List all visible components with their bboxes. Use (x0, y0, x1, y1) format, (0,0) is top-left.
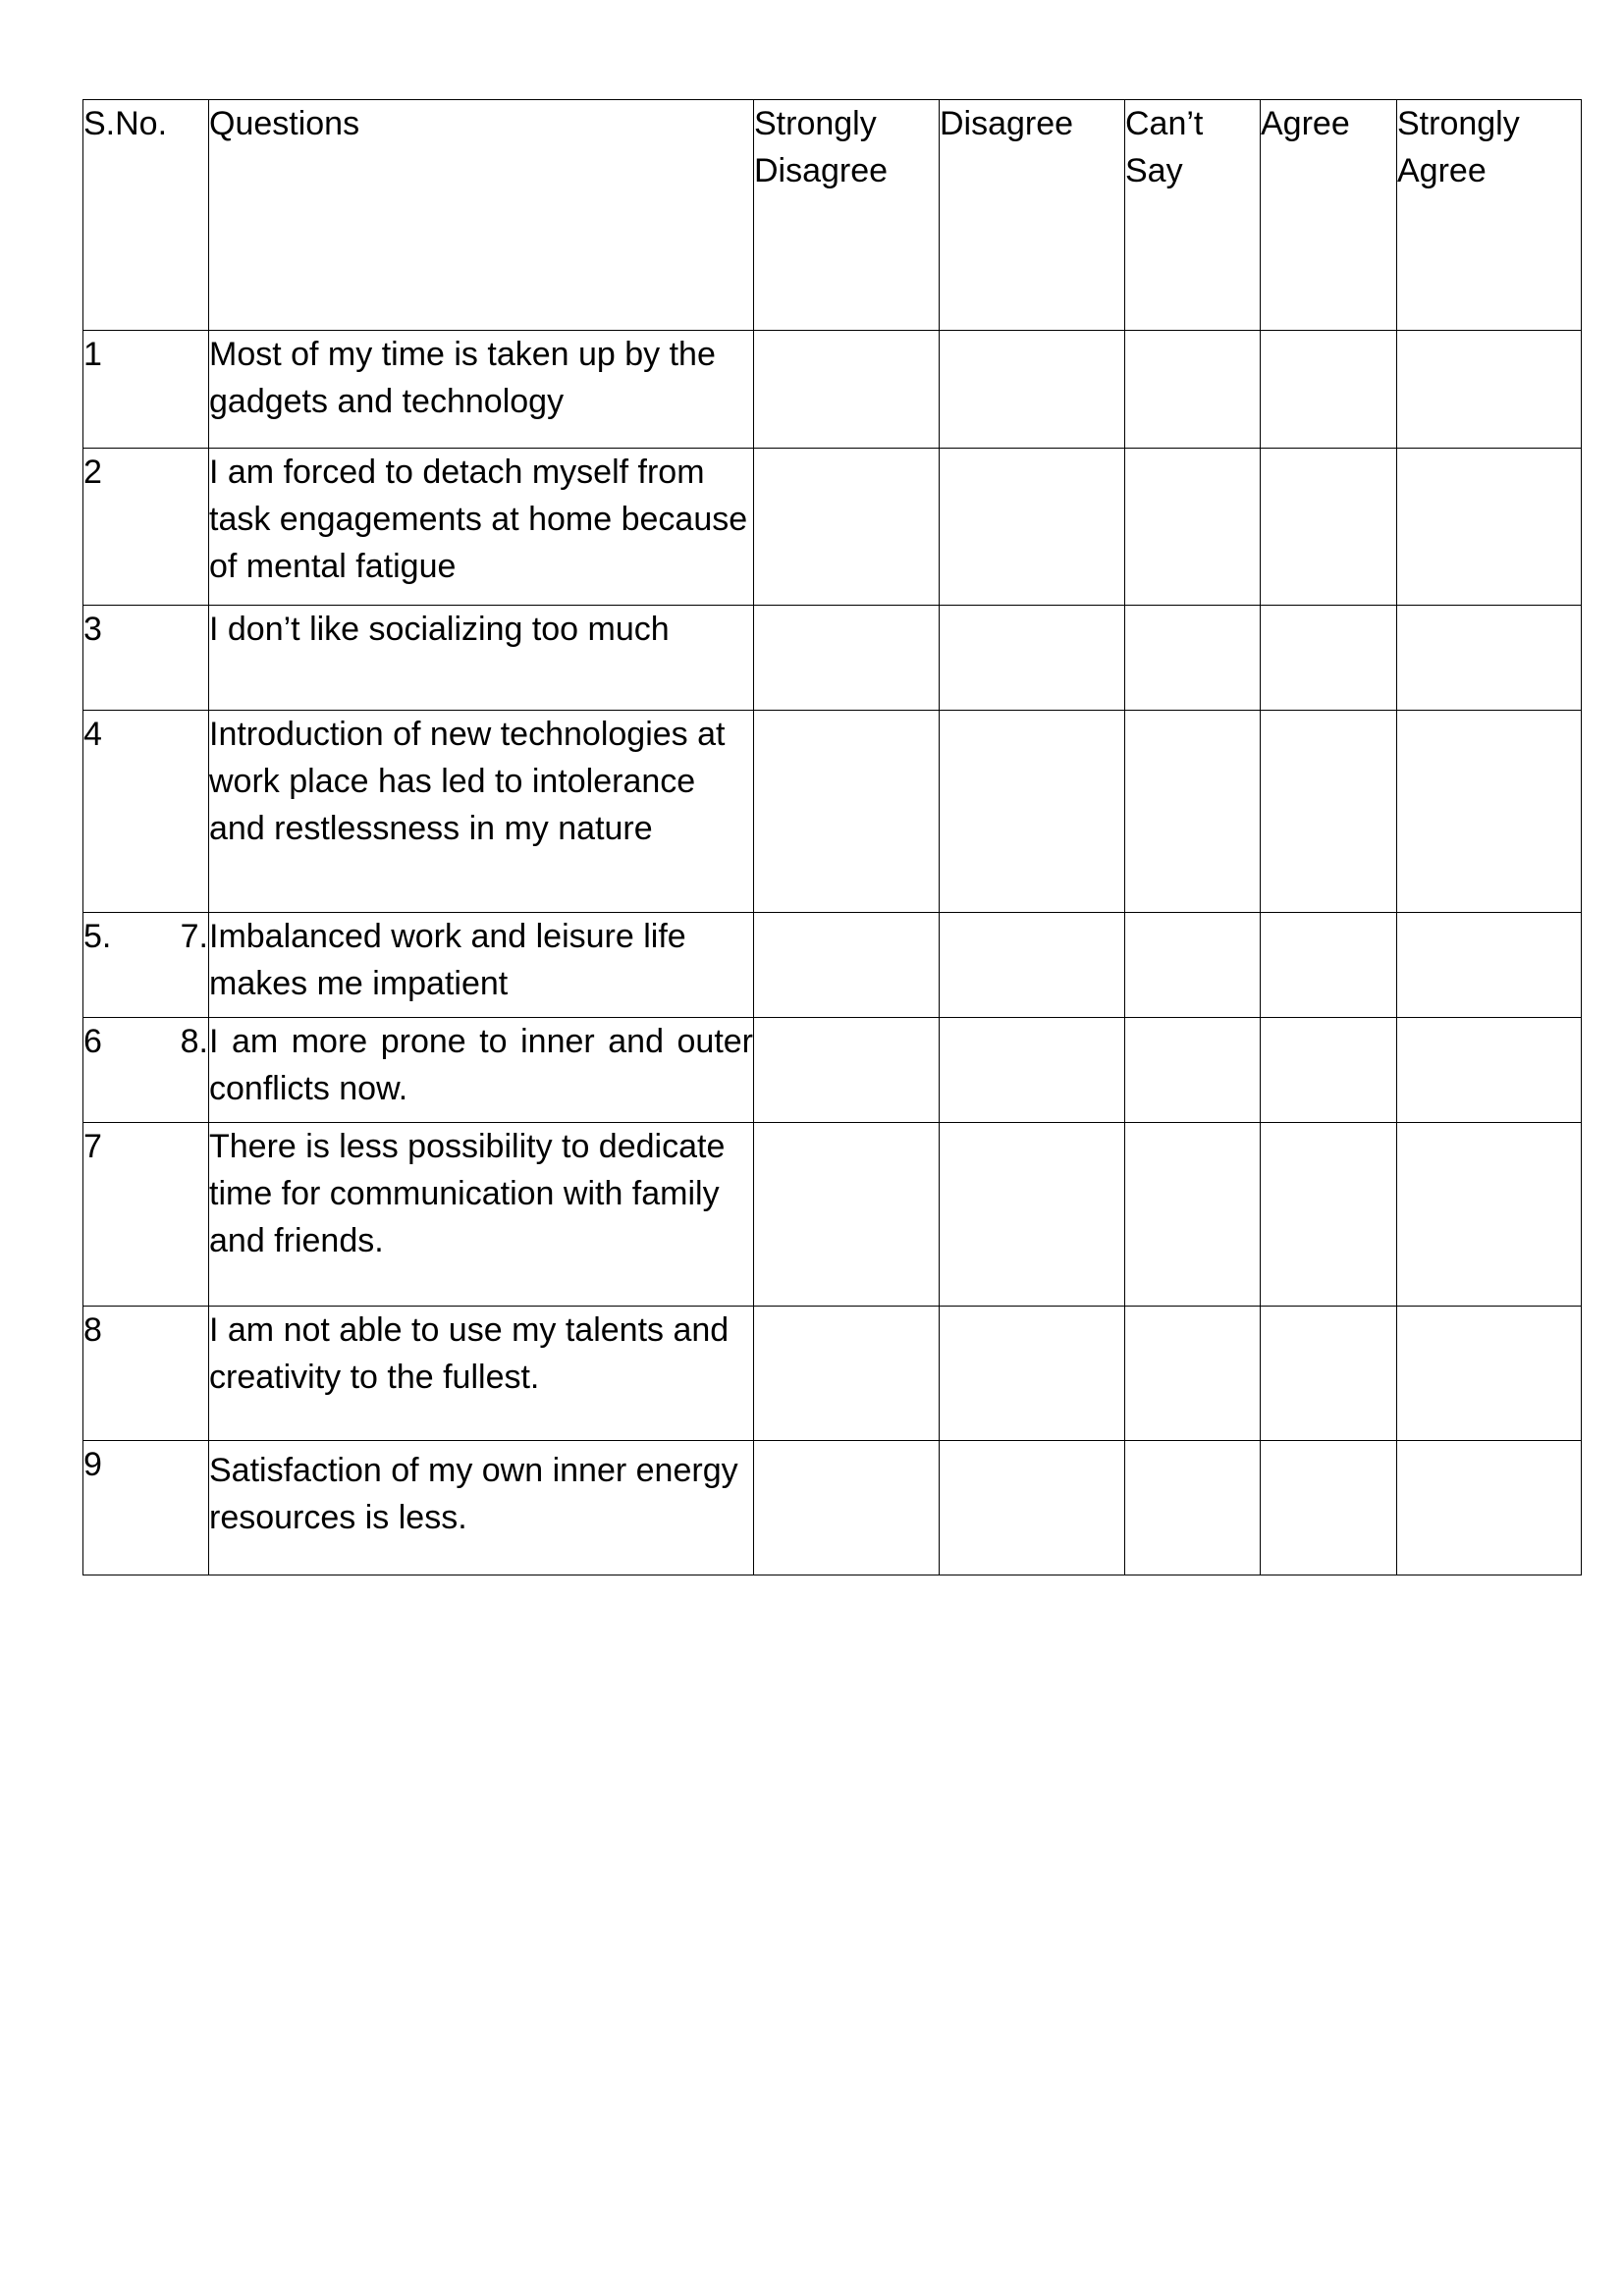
row-number (83, 913, 209, 1018)
response-cell-strongly-disagree[interactable] (754, 606, 940, 711)
response-cell-cant-say[interactable] (1125, 1441, 1261, 1575)
response-cell-strongly-disagree[interactable] (754, 1441, 940, 1575)
response-cell-disagree[interactable] (940, 1441, 1125, 1575)
table-row (83, 1307, 1582, 1441)
response-cell-agree[interactable] (1261, 1123, 1397, 1307)
response-cell-cant-say[interactable] (1125, 1123, 1261, 1307)
response-cell-strongly-disagree[interactable] (754, 1307, 940, 1441)
table-row (83, 913, 1582, 1018)
response-cell-disagree[interactable] (940, 1018, 1125, 1123)
row-number (83, 1018, 209, 1123)
row-number-label: 7 (83, 1128, 102, 1165)
response-cell-disagree[interactable] (940, 711, 1125, 913)
row-number (83, 606, 209, 711)
response-cell-strongly-agree[interactable] (1397, 711, 1582, 913)
response-cell-agree[interactable] (1261, 449, 1397, 606)
response-cell-strongly-agree[interactable] (1397, 606, 1582, 711)
row-number (83, 1307, 209, 1441)
row-number (83, 1441, 209, 1575)
table-row (83, 606, 1582, 711)
row-number (83, 711, 209, 913)
question-text: Satisfaction of my own inner energy resources is less. (209, 1441, 754, 1575)
response-cell-strongly-agree[interactable] (1397, 1441, 1582, 1575)
row-number-label: 3 (83, 611, 102, 648)
response-cell-cant-say[interactable] (1125, 331, 1261, 449)
table-row (83, 1018, 1582, 1123)
row-number (83, 449, 209, 606)
response-cell-cant-say[interactable] (1125, 913, 1261, 1018)
row-number-label: 2 (83, 454, 102, 491)
survey-table (82, 99, 1582, 1575)
response-cell-strongly-disagree[interactable] (754, 1123, 940, 1307)
question-text: I am not able to use my talents and creativity to the fullest. (209, 1307, 754, 1441)
question-text: There is less possibility to dedicate time for communication with family and friends. (209, 1123, 754, 1307)
response-cell-strongly-disagree[interactable] (754, 913, 940, 1018)
response-cell-cant-say[interactable] (1125, 1307, 1261, 1441)
header-disagree: Disagree (940, 100, 1125, 331)
response-cell-strongly-agree[interactable] (1397, 913, 1582, 1018)
row-number-label: 4 (83, 716, 102, 753)
table-row (83, 331, 1582, 449)
response-cell-agree[interactable] (1261, 1307, 1397, 1441)
row-number-label: 8 (83, 1311, 102, 1349)
response-cell-cant-say[interactable] (1125, 711, 1261, 913)
response-cell-strongly-agree[interactable] (1397, 449, 1582, 606)
header-sno: S.No. (83, 100, 209, 331)
question-text: I don’t like socializing too much (209, 606, 754, 711)
row-number-label: 6 (83, 1023, 102, 1060)
response-cell-strongly-disagree[interactable] (754, 1018, 940, 1123)
table-row (83, 1123, 1582, 1307)
row-number-label: 9 (83, 1446, 102, 1483)
row-number-label: 5. (83, 918, 112, 955)
header-strongly-disagree: Strongly Disagree (754, 100, 940, 331)
header-strongly-agree: Strongly Agree (1397, 100, 1582, 331)
response-cell-cant-say[interactable] (1125, 606, 1261, 711)
header-questions: Questions (209, 100, 754, 331)
response-cell-disagree[interactable] (940, 1307, 1125, 1441)
response-cell-disagree[interactable] (940, 331, 1125, 449)
row-number (83, 1123, 209, 1307)
table-row (83, 449, 1582, 606)
response-cell-agree[interactable] (1261, 606, 1397, 711)
question-text: I am forced to detach myself from task engagements at home because of mental fatigue (209, 449, 754, 606)
response-cell-agree[interactable] (1261, 331, 1397, 449)
response-cell-disagree[interactable] (940, 913, 1125, 1018)
header-row (83, 100, 1582, 331)
response-cell-strongly-disagree[interactable] (754, 449, 940, 606)
table-row (83, 1441, 1582, 1575)
response-cell-strongly-disagree[interactable] (754, 331, 940, 449)
response-cell-strongly-agree[interactable] (1397, 1018, 1582, 1123)
row-number-extra: 7. (180, 918, 208, 955)
table-row (83, 711, 1582, 913)
response-cell-agree[interactable] (1261, 913, 1397, 1018)
response-cell-disagree[interactable] (940, 606, 1125, 711)
row-number-label: 1 (83, 336, 102, 373)
question-text: Most of my time is taken up by the gadgets and technology (209, 331, 754, 449)
header-cant-say: Can’t Say (1125, 100, 1261, 331)
question-text: Introduction of new technologies at work place has led to intolerance and restlessness in my nature (209, 711, 754, 913)
response-cell-agree[interactable] (1261, 1441, 1397, 1575)
response-cell-cant-say[interactable] (1125, 449, 1261, 606)
response-cell-agree[interactable] (1261, 1018, 1397, 1123)
response-cell-disagree[interactable] (940, 449, 1125, 606)
response-cell-strongly-agree[interactable] (1397, 1123, 1582, 1307)
response-cell-strongly-agree[interactable] (1397, 1307, 1582, 1441)
response-cell-strongly-agree[interactable] (1397, 331, 1582, 449)
question-text: I am more prone to inner and outer conflicts now. (209, 1018, 754, 1123)
header-agree: Agree (1261, 100, 1397, 331)
row-number-extra: 8. (180, 1023, 208, 1060)
question-text: Imbalanced work and leisure life makes me impatient (209, 913, 754, 1018)
response-cell-disagree[interactable] (940, 1123, 1125, 1307)
row-number (83, 331, 209, 449)
response-cell-cant-say[interactable] (1125, 1018, 1261, 1123)
response-cell-strongly-disagree[interactable] (754, 711, 940, 913)
response-cell-agree[interactable] (1261, 711, 1397, 913)
